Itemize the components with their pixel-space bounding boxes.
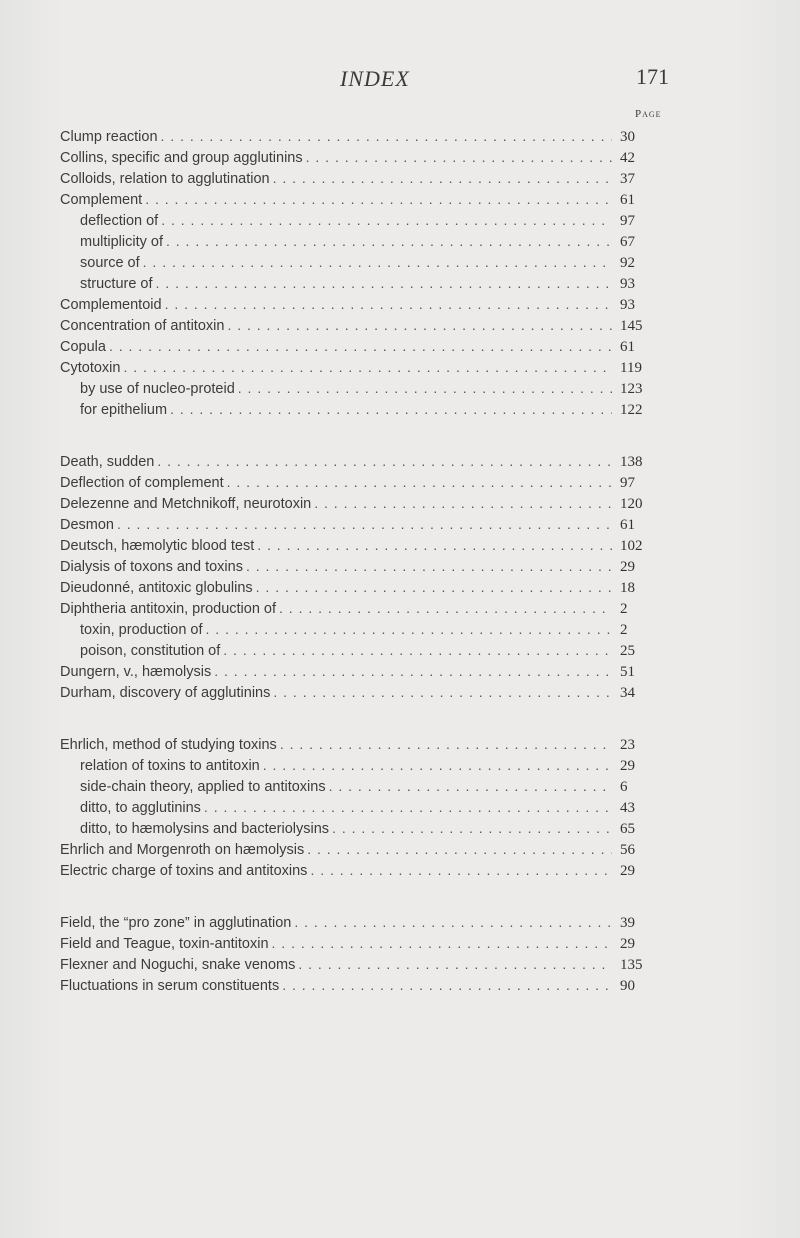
dot-leader bbox=[227, 315, 612, 336]
dot-leader bbox=[310, 860, 612, 881]
dot-leader bbox=[280, 734, 612, 755]
index-entry bbox=[60, 598, 660, 619]
index-page-ref: 135 bbox=[620, 957, 643, 973]
index-entry bbox=[60, 556, 660, 577]
index-entry bbox=[60, 535, 660, 556]
index-term: deflection of bbox=[80, 213, 159, 229]
index-term: Complement bbox=[60, 192, 143, 208]
index-entry bbox=[60, 912, 660, 933]
index-term: toxin, production of bbox=[80, 622, 203, 638]
index-page-ref: 6 bbox=[620, 779, 628, 795]
dot-leader bbox=[256, 577, 612, 598]
index-term: Ehrlich, method of studying toxins bbox=[60, 737, 277, 753]
index-page-ref: 29 bbox=[620, 936, 635, 952]
index-entry bbox=[60, 975, 660, 996]
index-subentry bbox=[60, 640, 660, 661]
index-term: Fluctuations in serum constituents bbox=[60, 978, 280, 994]
index-entry bbox=[60, 168, 660, 189]
dot-leader bbox=[282, 975, 612, 996]
index-term: for epithelium bbox=[80, 402, 168, 418]
index-page-ref: 56 bbox=[620, 842, 635, 858]
dot-leader bbox=[204, 797, 612, 818]
index-entry bbox=[60, 577, 660, 598]
index-entry bbox=[60, 472, 660, 493]
index-entry bbox=[60, 682, 660, 703]
dot-leader bbox=[314, 493, 612, 514]
index-page-ref: 122 bbox=[620, 402, 643, 418]
index-term: Flexner and Noguchi, snake venoms bbox=[60, 957, 296, 973]
index-entry bbox=[60, 954, 660, 975]
running-title: INDEX bbox=[340, 66, 410, 91]
dot-leader bbox=[298, 954, 612, 975]
index-term: Deflection of complement bbox=[60, 475, 224, 491]
dot-leader bbox=[206, 619, 612, 640]
page-header bbox=[0, 62, 800, 102]
index-page-ref: 23 bbox=[620, 737, 635, 753]
page-number: 171 bbox=[636, 64, 669, 89]
index-page-ref: 43 bbox=[620, 800, 635, 816]
index-entry bbox=[60, 315, 660, 336]
index-page-ref: 93 bbox=[620, 276, 635, 292]
index-entry bbox=[60, 839, 660, 860]
index-entry bbox=[60, 451, 660, 472]
index-entry bbox=[60, 661, 660, 682]
index-page-ref: 39 bbox=[620, 915, 635, 931]
dot-leader bbox=[166, 231, 612, 252]
index-page-ref: 67 bbox=[620, 234, 635, 250]
dot-leader bbox=[332, 818, 612, 839]
index-term: Delezenne and Metchnikoff, neurotoxin bbox=[60, 496, 312, 512]
index-entry bbox=[60, 147, 660, 168]
index-page-ref: 61 bbox=[620, 339, 635, 355]
dot-leader bbox=[157, 451, 612, 472]
index-subentry bbox=[60, 797, 660, 818]
index-entry bbox=[60, 294, 660, 315]
dot-leader bbox=[170, 399, 612, 420]
index-page-ref: 29 bbox=[620, 559, 635, 575]
index-term: Electric charge of toxins and antitoxins bbox=[60, 863, 308, 879]
index-term: Cytotoxin bbox=[60, 360, 121, 376]
index-subentry bbox=[60, 231, 660, 252]
index-term: Durham, discovery of agglutinins bbox=[60, 685, 271, 701]
index-term: ditto, to hæmolysins and bacteriolysins bbox=[80, 821, 330, 837]
dot-leader bbox=[263, 755, 612, 776]
index-subentry bbox=[60, 273, 660, 294]
index-entry bbox=[60, 126, 660, 147]
index-term: Copula bbox=[60, 339, 106, 355]
index-page-ref: 90 bbox=[620, 978, 635, 994]
page-column-label: Page bbox=[635, 108, 662, 120]
index-subentry bbox=[60, 252, 660, 273]
index-subentry bbox=[60, 378, 660, 399]
dot-leader bbox=[294, 912, 612, 933]
index-page-ref: 97 bbox=[620, 475, 635, 491]
dot-leader bbox=[272, 933, 612, 954]
dot-leader bbox=[109, 336, 612, 357]
index-page-ref: 2 bbox=[620, 622, 628, 638]
index-term: Complementoid bbox=[60, 297, 162, 313]
index-term: Concentration of antitoxin bbox=[60, 318, 225, 334]
index-term: Dieudonné, antitoxic globulins bbox=[60, 580, 253, 596]
index-subentry bbox=[60, 210, 660, 231]
index-page-ref: 51 bbox=[620, 664, 635, 680]
dot-leader bbox=[214, 661, 612, 682]
index-entry bbox=[60, 189, 660, 210]
index-term: Death, sudden bbox=[60, 454, 155, 470]
index-group bbox=[60, 126, 660, 420]
index-term: source of bbox=[80, 255, 140, 271]
index-entry bbox=[60, 514, 660, 535]
index-term: Dialysis of toxons and toxins bbox=[60, 559, 243, 575]
index-page-ref: 18 bbox=[620, 580, 635, 596]
index-subentry bbox=[60, 619, 660, 640]
index-page-ref: 65 bbox=[620, 821, 635, 837]
index-term: Diphtheria antitoxin, production of bbox=[60, 601, 277, 617]
dot-leader bbox=[161, 126, 612, 147]
dot-leader bbox=[238, 378, 612, 399]
dot-leader bbox=[279, 598, 612, 619]
index-entry bbox=[60, 357, 660, 378]
index-page-ref: 92 bbox=[620, 255, 635, 271]
index-page-ref: 93 bbox=[620, 297, 635, 313]
index-subentry bbox=[60, 755, 660, 776]
dot-leader bbox=[117, 514, 612, 535]
dot-leader bbox=[145, 189, 612, 210]
index-term: Clump reaction bbox=[60, 129, 158, 145]
index-entry bbox=[60, 860, 660, 881]
dot-leader bbox=[223, 640, 612, 661]
index-page-ref: 97 bbox=[620, 213, 635, 229]
index-term: poison, constitution of bbox=[80, 643, 221, 659]
dot-leader bbox=[156, 273, 612, 294]
index-term: Colloids, relation to agglutination bbox=[60, 171, 270, 187]
index-term: multiplicity of bbox=[80, 234, 163, 250]
index-page-ref: 61 bbox=[620, 192, 635, 208]
index-term: structure of bbox=[80, 276, 153, 292]
index-entry bbox=[60, 734, 660, 755]
index-page-ref: 25 bbox=[620, 643, 635, 659]
index-group bbox=[60, 734, 660, 881]
index-page-ref: 30 bbox=[620, 129, 635, 145]
index-subentry bbox=[60, 399, 660, 420]
index-page-ref: 138 bbox=[620, 454, 643, 470]
index-group bbox=[60, 451, 660, 703]
index-page-ref: 2 bbox=[620, 601, 628, 617]
index-subentry bbox=[60, 818, 660, 839]
index-term: Desmon bbox=[60, 517, 114, 533]
index-page-ref: 29 bbox=[620, 758, 635, 774]
index-page-ref: 119 bbox=[620, 360, 642, 376]
index-page-ref: 34 bbox=[620, 685, 635, 701]
index-term: Field, the “pro zone” in agglutination bbox=[60, 915, 292, 931]
index-term: relation of toxins to antitoxin bbox=[80, 758, 260, 774]
index-page-ref: 29 bbox=[620, 863, 635, 879]
index-term: Ehrlich and Morgenroth on hæmolysis bbox=[60, 842, 305, 858]
dot-leader bbox=[123, 357, 612, 378]
dot-leader bbox=[273, 682, 612, 703]
dot-leader bbox=[329, 776, 612, 797]
dot-leader bbox=[257, 535, 612, 556]
index-page-ref: 120 bbox=[620, 496, 643, 512]
dot-leader bbox=[143, 252, 612, 273]
dot-leader bbox=[273, 168, 612, 189]
index-term: Dungern, v., hæmolysis bbox=[60, 664, 212, 680]
index-entry bbox=[60, 933, 660, 954]
index-term: by use of nucleo-proteid bbox=[80, 381, 235, 397]
index-term: Field and Teague, toxin-antitoxin bbox=[60, 936, 269, 952]
index-page-ref: 42 bbox=[620, 150, 635, 166]
index-term: side-chain theory, applied to antitoxins bbox=[80, 779, 326, 795]
dot-leader bbox=[227, 472, 612, 493]
dot-leader bbox=[161, 210, 612, 231]
index-entry bbox=[60, 336, 660, 357]
index-term: Deutsch, hæmolytic blood test bbox=[60, 538, 255, 554]
index-entry bbox=[60, 493, 660, 514]
index-page-ref: 102 bbox=[620, 538, 643, 554]
dot-leader bbox=[246, 556, 612, 577]
index-page-ref: 61 bbox=[620, 517, 635, 533]
index-page-ref: 123 bbox=[620, 381, 643, 397]
dot-leader bbox=[307, 839, 612, 860]
dot-leader bbox=[165, 294, 612, 315]
index-term: Collins, specific and group agglutinins bbox=[60, 150, 303, 166]
index-body bbox=[60, 126, 660, 996]
index-page-ref: 145 bbox=[620, 318, 643, 334]
index-page-ref: 37 bbox=[620, 171, 635, 187]
index-term: ditto, to agglutinins bbox=[80, 800, 201, 816]
index-group bbox=[60, 912, 660, 996]
dot-leader bbox=[306, 147, 612, 168]
index-subentry bbox=[60, 776, 660, 797]
